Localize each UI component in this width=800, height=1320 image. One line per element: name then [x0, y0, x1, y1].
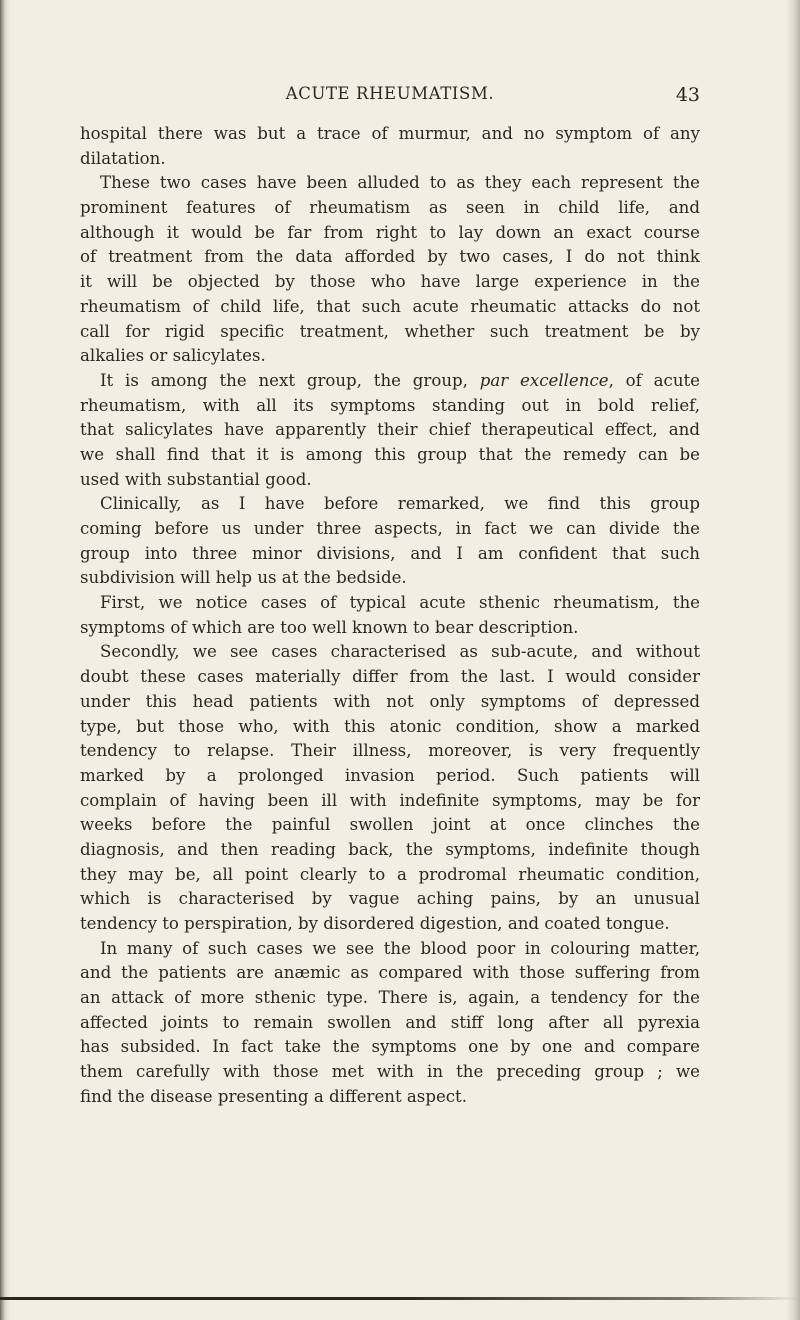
text-line: diagnosis, and then reading back, the symptoms, indefinite though — [80, 839, 700, 859]
text-line — [80, 369, 700, 394]
page-edge-left — [0, 0, 10, 1320]
text-line: it will be objected by those who have large experience in the — [80, 272, 700, 292]
text-line: find the disease presenting a different aspect. — [80, 1086, 468, 1106]
text-line: we shall find that it is among this group that the remedy can be — [80, 444, 700, 464]
text-line: which is characterised by vague aching pains, by an unusual — [80, 889, 700, 909]
text-line: group into three minor divisions, and I am confident that such — [80, 543, 700, 563]
text-line: symptoms of which are too well known to bear description. — [80, 617, 579, 637]
text-line: In many of such cases we see the blood poor in colouring matter, — [100, 938, 700, 958]
text-line: coming before us under three aspects, in fact we can divide the — [80, 519, 700, 538]
running-head: ACUTE RHEUMATISM. — [285, 84, 495, 103]
text-line: prominent features of rheumatism as seen in child life, and — [80, 198, 700, 218]
text-line: Secondly, we see cases characterised as sub-acute, and without — [100, 642, 700, 662]
text-line: type, but those who, with this atonic condition, show a marked — [80, 716, 700, 736]
page-edge-right — [786, 0, 800, 1320]
text-line: of treatment from the data afforded by two cases, I do not think — [80, 247, 700, 267]
text-line: hospital there was but a trace of murmur, and no symptom of any — [80, 124, 700, 143]
text-line: affected joints to remain swollen and stiff long after all pyrexia — [80, 1012, 700, 1032]
text-line: them carefully with those met with in the preceding group ; we — [80, 1062, 700, 1082]
text-line: tendency to relapse. Their illness, moreover, is very frequently — [80, 741, 700, 761]
body-text — [80, 122, 700, 1110]
text-line: although it would be far from right to lay down an exact course — [80, 222, 700, 242]
text-line: doubt these cases materially differ from the last. I would consider — [80, 667, 700, 687]
text-line: has subsided. In fact take the symptoms one by one and compare — [80, 1037, 700, 1057]
text-line: marked by a prolonged invasion period. Such patients will — [80, 765, 700, 785]
text-line: These two cases have been alluded to as they each represent the — [100, 173, 700, 193]
text-line: rheumatism of child life, that such acute rheumatic attacks do not — [80, 296, 700, 316]
text-line-part: It is among the next group, the group, — [100, 370, 480, 390]
text-line: complain of having been ill with indefinite symptoms, may be for — [80, 790, 700, 810]
text-line: tendency to perspiration, by disordered digestion, and coated tongue. — [80, 914, 670, 933]
text-line: used with substantial good. — [80, 469, 312, 489]
page-header — [80, 84, 700, 112]
text-line: they may be, all point clearly to a prodromal rheumatic condition, — [80, 864, 700, 884]
text-line: alkalies or salicylates. — [80, 346, 266, 366]
text-line: First, we notice cases of typical acute sthenic rheumatism, the — [100, 593, 700, 613]
text-line: call for rigid specific treatment, whether such treatment be by — [80, 321, 700, 341]
text-line: dilatation. — [80, 148, 166, 168]
text-line: rheumatism, with all its symptoms standing out in bold relief, — [80, 395, 700, 415]
page-number: 43 — [675, 84, 700, 106]
text-line: Clinically, as I have before remarked, we find this group — [100, 494, 700, 514]
text-line: weeks before the painful swollen joint at once clinches the — [80, 815, 700, 835]
text-line: and the patients are anæmic as compared with those suffering from — [80, 963, 700, 983]
bottom-edge-rule — [0, 1297, 800, 1300]
text-line: subdivision will help us at the bedside. — [80, 568, 407, 588]
text-line: that salicylates have apparently their chief therapeutical effect, and — [80, 420, 700, 440]
text-line: under this head patients with not only symptoms of depressed — [80, 691, 700, 711]
text-line-part: , of acute — [608, 370, 700, 390]
text-line: an attack of more sthenic type. There is, again, a tendency for the — [80, 988, 700, 1008]
italic-phrase: par excellence — [479, 370, 609, 390]
